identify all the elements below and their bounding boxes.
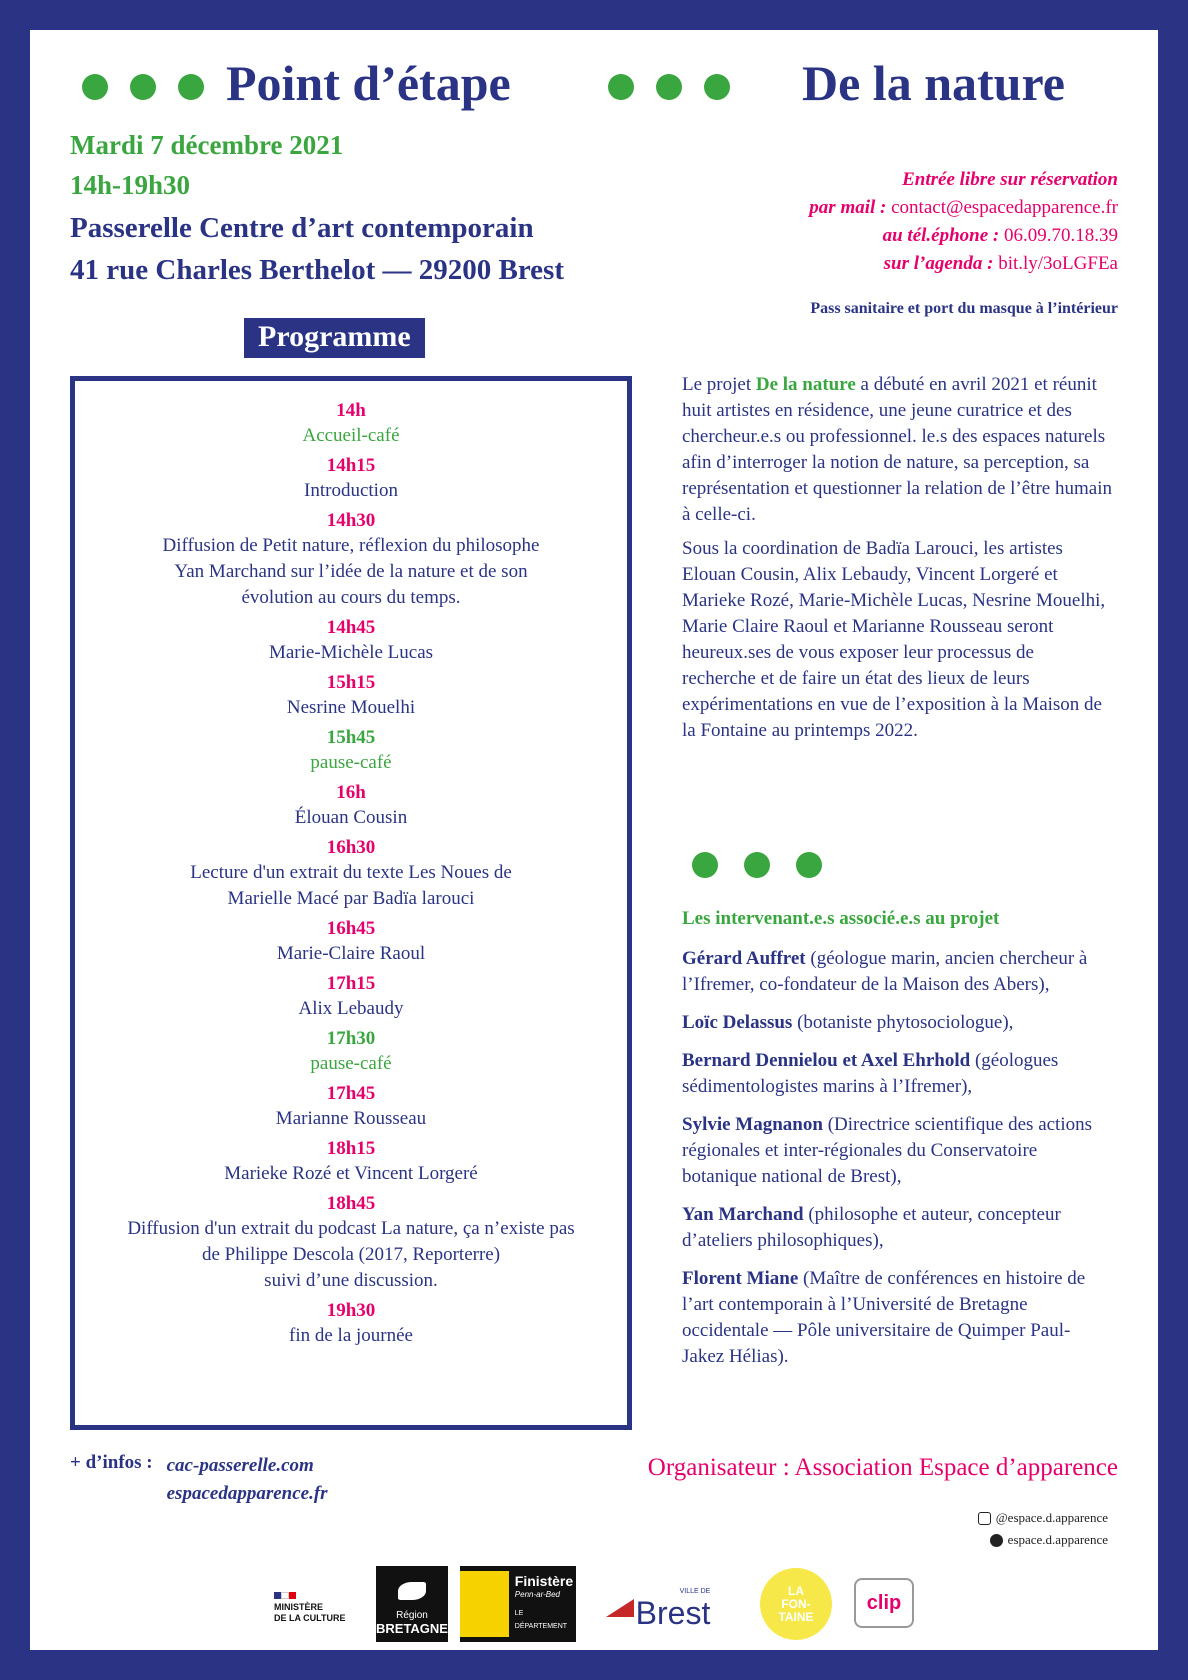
programme-heading: Programme — [244, 318, 425, 358]
green-dot-icon — [130, 74, 156, 100]
intervenants-title: Les intervenant.e.s associé.e.s au projet — [682, 908, 1000, 929]
intervenant-detail: (Directrice scientifique des actions régionales et inter-régionales du Conservatoire botanique national de Brest), — [682, 1114, 1093, 1187]
programme-description: Introduction — [304, 480, 398, 501]
intervenant-detail: (Maître de conférences en histoire de l’art contemporain à l’Université de Bretagne occidentale — Pôle universitaire de Quimper Paul-Jakez Hélias). — [682, 1268, 1086, 1367]
clip-text: clip — [866, 1591, 902, 1614]
title-de-la-nature: De la nature — [802, 55, 1065, 111]
intervenant-name: Gérard Auffret — [682, 948, 806, 969]
facebook-icon — [990, 1534, 1003, 1547]
intervenant-entry — [682, 1266, 1112, 1370]
programme-description: évolution au cours du temps. — [241, 587, 461, 608]
programme-time: 17h30 — [326, 1028, 376, 1049]
programme-time: 17h45 — [326, 1083, 376, 1104]
intervenant-name: Loïc Delassus — [682, 1012, 793, 1033]
intervenant-name: Florent Miane — [682, 1268, 799, 1289]
intervenant-entry — [682, 1048, 1112, 1100]
project-description — [682, 372, 1112, 752]
mail-label: par mail : — [809, 197, 887, 218]
project-name: De la nature — [755, 374, 856, 395]
pass-sanitaire-note: Pass sanitaire et port du masque à l’intérieur — [810, 300, 1118, 317]
finistere-text: Finistère — [514, 1573, 574, 1589]
programme-slot — [75, 781, 627, 831]
programme-description: Diffusion de Petit nature, réflexion du philosophe — [162, 535, 540, 556]
brest-sail-icon — [606, 1599, 634, 1617]
event-venue: Passerelle Centre d’art contemporain — [70, 212, 534, 244]
fontaine-text: TAINE — [778, 1609, 814, 1624]
programme-slot — [75, 972, 627, 1022]
green-dot-icon — [704, 74, 730, 100]
region-text: BRETAGNE — [376, 1621, 448, 1636]
programme-slot — [75, 1137, 627, 1187]
link-espacedapparence[interactable]: espacedapparence.fr — [166, 1483, 328, 1504]
programme-list — [75, 399, 627, 1354]
programme-description: pause-café — [310, 752, 392, 773]
green-dot-icon — [796, 852, 822, 878]
intervenant-detail: (géologues sédimentologistes marins à l’Ifremer), — [682, 1050, 1059, 1097]
event-hours: 14h-19h30 — [70, 170, 191, 200]
programme-time: 18h45 — [326, 1193, 376, 1214]
intervenant-entry — [682, 1010, 1112, 1036]
region-bretagne-logo — [376, 1566, 448, 1642]
programme-description: Marieke Rozé et Vincent Lorgeré — [224, 1163, 478, 1184]
instagram-text: @espace.d.apparence — [995, 1510, 1108, 1525]
programme-description: Yan Marchand sur l’idée de la nature et de son — [174, 561, 528, 582]
programme-time: 19h30 — [326, 1300, 376, 1321]
intervenant-entry — [682, 1202, 1112, 1254]
programme-time: 15h15 — [326, 672, 376, 693]
agenda-label: sur l’agenda : — [883, 253, 994, 274]
programme-description: Nesrine Mouelhi — [286, 697, 416, 718]
reservation-block — [638, 166, 1118, 278]
facebook-handle[interactable] — [990, 1532, 1108, 1548]
description-paragraph-1 — [682, 372, 1112, 528]
link-cac-passerelle[interactable]: cac-passerelle.com — [166, 1455, 314, 1476]
programme-slot — [75, 671, 627, 721]
programme-time: 14h — [336, 400, 366, 421]
intervenant-entry — [682, 1112, 1112, 1190]
clip-logo — [854, 1578, 914, 1628]
organisateur: Organisateur : Association Espace d’apparence — [647, 1454, 1118, 1481]
mail-value[interactable]: contact@espacedapparence.fr — [891, 197, 1118, 218]
programme-description: Marielle Macé par Badïa larouci — [227, 888, 475, 909]
brest-logo — [596, 1586, 720, 1630]
green-dot-icon — [178, 74, 204, 100]
programme-description: suivi d’une discussion. — [264, 1270, 438, 1291]
programme-slot — [75, 454, 627, 504]
tel-value[interactable]: 06.09.70.18.39 — [1004, 225, 1118, 246]
programme-description: de Philippe Descola (2017, Reporterre) — [201, 1244, 501, 1265]
programme-slot — [75, 1299, 627, 1349]
event-address: 41 rue Charles Berthelot — 29200 Brest — [70, 254, 564, 286]
brest-text: VILLE DE — [679, 1588, 711, 1595]
desc-text: Le projet — [682, 374, 756, 395]
programme-description: Marianne Rousseau — [275, 1108, 427, 1129]
programme-time: 14h15 — [326, 455, 376, 476]
green-dot-icon — [692, 852, 718, 878]
ministere-text: MINISTÈRE — [274, 1602, 324, 1612]
programme-slot — [75, 399, 627, 449]
fontaine-text: LA — [788, 1583, 804, 1598]
intervenant-name: Sylvie Magnanon — [682, 1114, 823, 1135]
intervenant-detail: (géologue marin, ancien chercheur à l’Ifremer, co-fondateur de la Maison des Abers), — [682, 948, 1088, 995]
infos-label: + d’infos : — [70, 1452, 153, 1473]
la-fontaine-logo — [760, 1568, 832, 1640]
programme-slot — [75, 1082, 627, 1132]
facebook-text: espace.d.apparence — [1007, 1532, 1108, 1547]
green-dot-icon — [608, 74, 634, 100]
programme-slot — [75, 726, 627, 776]
ministere-text: DE LA CULTURE — [274, 1613, 346, 1623]
event-date: Mardi 7 décembre 2021 — [70, 130, 344, 160]
programme-slot — [75, 509, 627, 611]
finistere-shield-icon — [460, 1571, 509, 1637]
agenda-value[interactable]: bit.ly/3oLGFEa — [998, 253, 1118, 274]
title-point-etape: Point d’étape — [226, 55, 511, 111]
programme-time: 14h30 — [326, 510, 376, 531]
finistere-text: Penn-ar-Bed — [514, 1590, 560, 1599]
programme-description: Élouan Cousin — [294, 807, 408, 828]
programme-description: fin de la journée — [289, 1325, 413, 1346]
programme-box — [70, 376, 632, 1430]
programme-time: 16h30 — [326, 837, 376, 858]
programme-slot — [75, 616, 627, 666]
tel-label: au tél.éphone : — [882, 225, 1000, 246]
finistere-logo — [460, 1566, 576, 1642]
green-dot-icon — [744, 852, 770, 878]
reservation-title: Entrée libre sur réservation — [902, 169, 1118, 190]
programme-time: 18h15 — [326, 1138, 376, 1159]
programme-description: Accueil-café — [302, 425, 400, 446]
programme-time: 15h45 — [326, 727, 376, 748]
programme-description: Diffusion d'un extrait du podcast La nature, ça n’existe pas — [127, 1218, 575, 1239]
programme-description: Marie-Michèle Lucas — [268, 642, 434, 663]
programme-slot — [75, 836, 627, 912]
desc-text: a débuté en avril 2021 et réunit huit artistes en résidence, une jeune curatrice et des chercheur.e.s ou professionnel. le.s des espaces naturels afin d’interroger la notion de nature, sa perception, sa représentation et questionner la relation de l’être humain à celle-ci. — [682, 374, 1112, 525]
programme-slot — [75, 1192, 627, 1294]
programme-description: Alix Lebaudy — [298, 998, 404, 1019]
instagram-icon — [978, 1512, 991, 1525]
infos-block — [70, 1452, 470, 1508]
intervenant-name: Bernard Dennielou et Axel Ehrhold — [682, 1050, 971, 1071]
green-dot-icon — [82, 74, 108, 100]
ermine-icon — [398, 1582, 426, 1600]
programme-slot — [75, 1027, 627, 1077]
programme-time: 17h15 — [326, 973, 376, 994]
intervenant-detail: (botaniste phytosociologue), — [792, 1012, 1014, 1033]
programme-time: 16h — [336, 782, 366, 803]
intervenant-name: Yan Marchand — [682, 1204, 804, 1225]
brest-text: Brest — [635, 1595, 711, 1631]
intervenants-list — [682, 946, 1112, 1382]
fontaine-text: FON- — [781, 1596, 811, 1611]
intervenant-entry — [682, 946, 1112, 998]
programme-description: Lecture d'un extrait du texte Les Noues de — [190, 862, 512, 883]
description-paragraph-2: Sous la coordination de Badïa Larouci, les artistes Elouan Cousin, Alix Lebaudy, Vincent Lorgeré et Marieke Rozé, Marie-Michèle Lucas, Nesrine Mouelhi, Marie Claire Raoul et Marianne Rousseau seront heureux.ses de vous exposer leur processus de recherche et de faire un état des lieux de leurs expérimentations en vue de l’exposition à la Maison de la Fontaine au printemps 2022. — [682, 538, 1106, 741]
programme-time: 14h45 — [326, 617, 376, 638]
intervenant-detail: (philosophe et auteur, concepteur d’ateliers philosophiques), — [682, 1204, 1061, 1251]
programme-description: pause-café — [310, 1053, 392, 1074]
poster-sheet — [30, 30, 1158, 1650]
programme-slot — [75, 917, 627, 967]
green-dot-icon — [656, 74, 682, 100]
programme-description: Marie-Claire Raoul — [276, 943, 426, 964]
instagram-handle[interactable] — [978, 1510, 1108, 1526]
ministere-culture-logo — [274, 1576, 354, 1640]
region-text: Région — [396, 1610, 428, 1621]
finistere-text: LE DÉPARTEMENT — [514, 1610, 568, 1630]
programme-time: 16h45 — [326, 918, 376, 939]
